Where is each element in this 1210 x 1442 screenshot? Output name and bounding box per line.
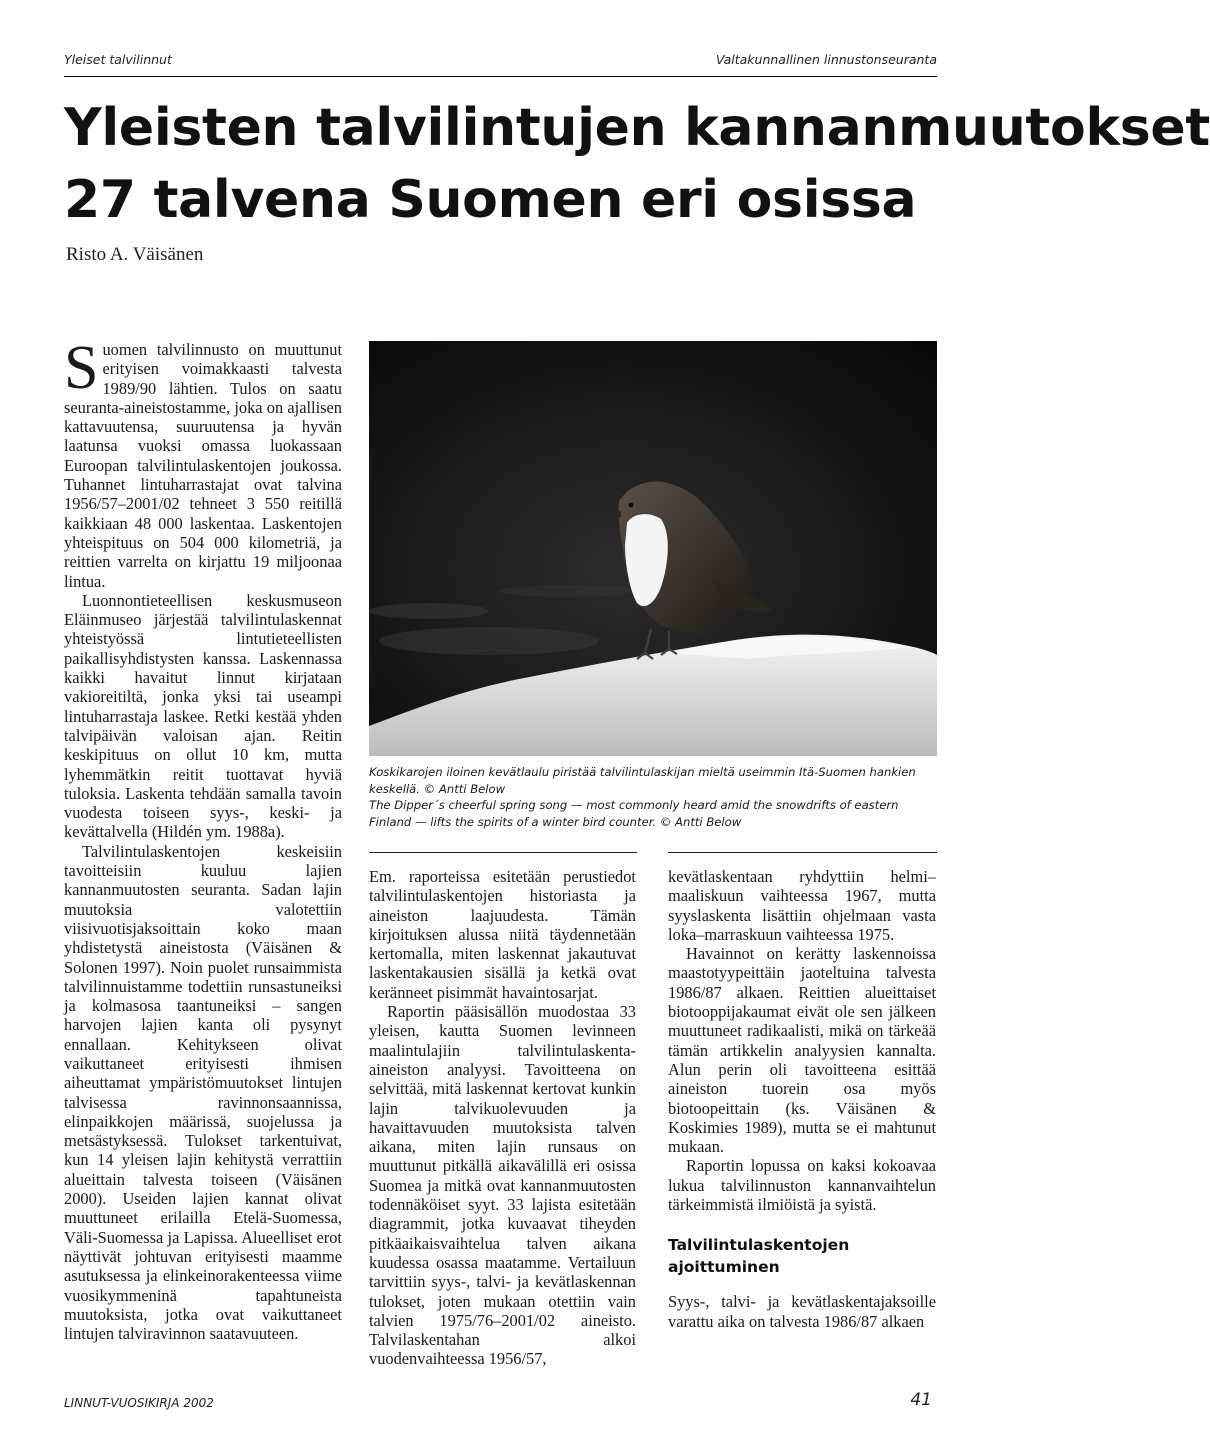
article-title — [64, 92, 1210, 236]
title-line-1: Yleisten talvilintujen kannanmuutokset — [64, 98, 1210, 158]
intro-text: uomen talvilinnusto on muuttunut erityisen voimakkaasti talvesta 1989/90 lähtien. Tulos on saatu seuranta-aineistostamme, joka on ajallisen kattavuutensa, suuruutensa ja hyvän laatunsa vuoksi omassa luokassaan Euroopan talvilintulaskentojen joukossa. Tuhannet lintuharrastajat ovat talvina 1956/57–2001/02 tehneet 3 550 reitillä kaikkiaan 48 000 laskentaa. Laskentojen yhteispituus on 504 000 kilometriä, ja reittien varrelta on kirjattu 19 miljoonaa lintua. — [64, 340, 342, 591]
section-heading-line-2: ajoittuminen — [668, 1258, 780, 1277]
header-rule — [64, 76, 937, 77]
paragraph: Havainnot on kerätty laskennoissa maastotyypeittäin jaoteltuina talvesta 1986/87 alkaen. Reittien alueittaiset biotooppijakaumat eivät ole sen jälkeen muuttuneet radikaalisti, mikä on tärkeää tämän artikkelin analyysien kannalta. Alun perin oli tavoitteena esittää aineiston tuorein osa myös biotoopeittain (ks. Väisänen & Koskimies 1989), mutta se ei mahtunut mukaan. — [668, 944, 936, 1157]
caption-rule-right — [668, 852, 937, 853]
paragraph: Raportin lopussa on kaksi kokoavaa lukua talvilinnuston kannanvaihtelun tärkeimmistä ilmiöistä ja syistä. — [668, 1156, 936, 1215]
section-heading — [668, 1234, 936, 1278]
caption-finnish: Koskikarojen iloinen kevätlaulu piristää talvilintulaskijan mieltä useimmin Itä-Suomen hankien keskellä. © Antti Below — [369, 765, 916, 796]
caption-rule-left — [369, 852, 637, 853]
paragraph: kevätlaskentaan ryhdyttiin helmi–maaliskuun vaihteessa 1967, mutta syyslaskenta lisättiin ohjelmaan vasta loka–marraskuun vaihteessa 1975. — [668, 867, 936, 944]
photo-caption — [369, 764, 937, 830]
page-number: 41 — [910, 1390, 932, 1410]
paragraph: Em. raporteissa esitetään perustiedot talvilintulaskentojen historiasta ja aineiston laajuudesta. Tämän kirjoituksen alussa niitä täydennetään kertomalla, miten laskennat jakautuvat laskentakausien sisällä ja ketkä ovat keränneet pisimmät havaintosarjat. — [369, 867, 636, 1002]
column-1 — [64, 334, 342, 1344]
section-heading-line-1: Talvilintulaskentojen — [668, 1236, 850, 1255]
running-head-left: Yleiset talvilinnut — [64, 52, 172, 67]
footer-publication: LINNUT-VUOSIKIRJA 2002 — [64, 1396, 214, 1410]
running-head-right: Valtakunnallinen linnustonseuranta — [715, 52, 937, 67]
intro-paragraph — [64, 334, 342, 591]
author-name: Risto A. Väisänen — [66, 244, 204, 265]
dipper-photo — [369, 341, 937, 756]
caption-english: The Dipper´s cheerful spring song — most commonly heard amid the snowdrifts of eastern Finland — lifts the spirits of a winter bird counter. © Antti Below — [369, 798, 899, 829]
paragraph: Raportin pääsisällön muodostaa 33 yleisen, kautta Suomen levinneen maalintulajiin talvilintulaskenta-aineiston analyysi. Tavoitteena on selvittää, mitä laskennat kertovat kunkin lajin talvikuolevuuden ja havaittavuuden muutoksista talven aikana, miten lajin runsaus on muuttunut pitkällä aikavälillä eri osissa Suomea ja mitkä ovat kannanmuutosten todennäköiset syyt. 33 lajista esitetään diagrammit, jotka kuvaavat tiheyden pitkäaikaisvaihtelua talven aikana kuudessa osassa maatamme. Vertailuun tarvittiin syys-, talvi- ja kevätlaskennan tulokset, joten mukaan otettiin vain talvien 1975/76–2001/02 aineisto. Talvilaskentahan alkoi vuodenvaihteessa 1956/57, — [369, 1002, 636, 1369]
column-2 — [369, 867, 636, 1369]
column-3 — [668, 867, 936, 1331]
title-line-2: 27 talvena Suomen eri osissa — [64, 170, 917, 230]
drop-cap: S — [64, 334, 99, 402]
paragraph: Syys-, talvi- ja kevätlaskentajaksoille varattu aika on talvesta 1986/87 alkaen — [668, 1292, 936, 1331]
paragraph: Luonnontieteellisen keskusmuseon Eläinmuseo järjestää talvilintulaskennat yhteistyössä lintutieteellisten paikallisyhdistysten kanssa. Laskennassa kaikki havaitut linnut kirjataan vakioreitiltä, jonka yksi tai useampi lintuharrastaja laskee. Retki kestää yhden talvipäivän valoisan ajan. Reitin keskipituus on ollut 10 km, mutta lyhemmätkin reitit tuottavat hyviä tuloksia. Laskenta tehdään samalla tavoin vuodesta toiseen syys-, keski- ja kevättalvella (Hildén ym. 1988a). — [64, 590, 342, 842]
paragraph: Talvilintulaskentojen keskeisiin tavoitteisiin kuuluu lajien kannanmuutosten seuranta. Sadan lajin muutoksia valotettiin viisivuotisjaksoittain koko maan yhdistetystä aineistosta (Väisänen & Solonen 1997). Noin puolet runsaimmista talvilinnuistamme todettiin runsastuneiksi ja kolmasosa taantuneiksi – sangen harvojen lajien kanta oli pysynyt ennallaan. Kehitykseen olivat vaikuttaneet erityisesti ihmisen aiheuttamat ympäristömuutokset lintujen talvisessa ravinnonsaannissa, elinpaikkojen määrissä, suojelussa ja metsästyksessä. Tulokset tarkentuivat, kun 14 yleisen lajin kehitystä verrattiin alueittain talvesta toiseen (Väisänen 2000). Useiden lajien kannat olivat muuttuneet erilailla Etelä-Suomessa, Väli-Suomessa ja Lapissa. Alueelliset erot näyttivät johtuvan erityisesti maamme asutuksessa ja elinkeinorakenteessa viime vuosikymmeninä tapahtuneista muutoksista, jotka ovat vaikuttaneet lintujen talviravinnon saatavuuteen. — [64, 841, 342, 1344]
